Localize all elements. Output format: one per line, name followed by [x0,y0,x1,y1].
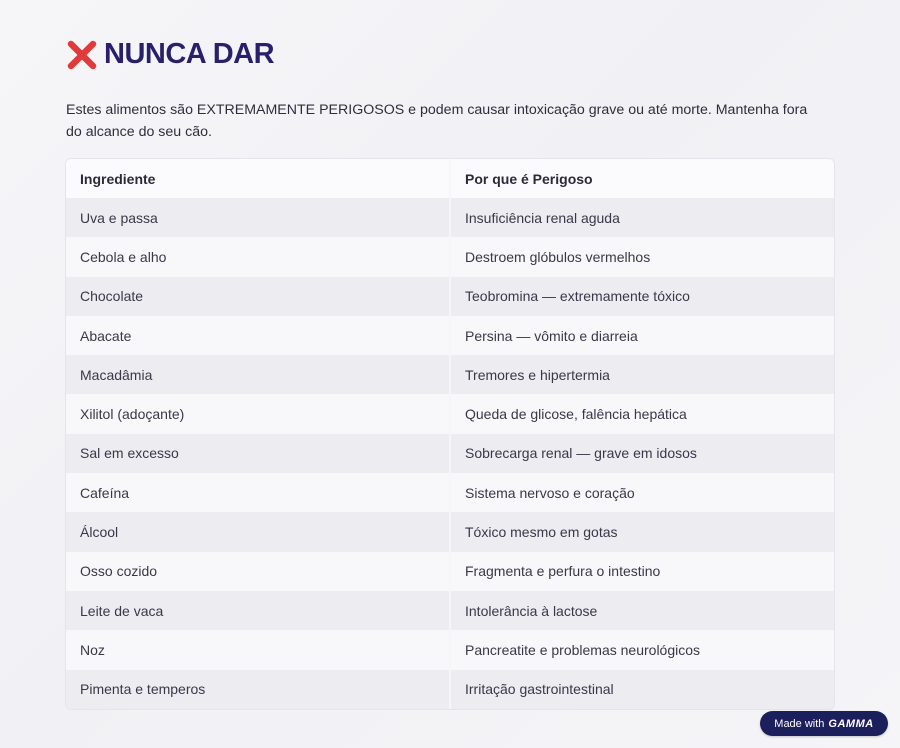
cell-reason: Fragmenta e perfura o intestino [450,552,834,591]
table-row [66,512,834,551]
cell-reason: Destroem glóbulos vermelhos [450,237,834,276]
table-row [66,670,834,709]
danger-table [65,158,835,710]
cell-ingredient: Sal em excesso [66,434,450,473]
table-row [66,277,834,316]
cell-ingredient: Osso cozido [66,552,450,591]
column-header-ingredient: Ingrediente [66,159,450,198]
table-row [66,198,834,237]
cell-reason: Sobrecarga renal — grave em idosos [450,434,834,473]
cell-ingredient: Cafeína [66,473,450,512]
table-row [66,355,834,394]
badge-prefix: Made with [774,717,825,730]
cell-reason: Tóxico mesmo em gotas [450,512,834,551]
column-header-reason: Por que é Perigoso [450,159,834,198]
cell-ingredient: Álcool [66,512,450,551]
cell-ingredient: Leite de vaca [66,591,450,630]
cell-ingredient: Pimenta e temperos [66,670,450,709]
cell-reason: Teobromina — extremamente tóxico [450,277,834,316]
cell-reason: Insuficiência renal aguda [450,198,834,237]
cell-ingredient: Cebola e alho [66,237,450,276]
intro-text: Estes alimentos são EXTREMAMENTE PERIGOSOS e podem causar intoxicação grave ou até morte. Mantenha fora do alcance do seu cão. [66,102,808,140]
table-row [66,473,834,512]
cell-ingredient: Macadâmia [66,355,450,394]
table-row [66,316,834,355]
gamma-logo: GAMMA [828,717,874,730]
cell-reason: Irritação gastrointestinal [450,670,834,709]
made-with-gamma-badge[interactable] [760,711,888,736]
page-title: NUNCA DAR [104,38,275,70]
cell-reason: Sistema nervoso e coração [450,473,834,512]
cell-reason: Intolerância à lactose [450,591,834,630]
cell-reason: Pancreatite e problemas neurológicos [450,630,834,669]
cell-ingredient: Chocolate [66,277,450,316]
title-row [66,38,274,71]
table-row [66,591,834,630]
table-row [66,552,834,591]
table-row [66,394,834,433]
table-header-row [66,159,834,198]
table-row [66,434,834,473]
cross-mark-icon [66,39,98,71]
cell-ingredient: Abacate [66,316,450,355]
table-row [66,630,834,669]
table-row [66,237,834,276]
cell-reason: Tremores e hipertermia [450,355,834,394]
cell-ingredient: Uva e passa [66,198,450,237]
cell-reason: Queda de glicose, falência hepática [450,394,834,433]
cell-ingredient: Noz [66,630,450,669]
cell-ingredient: Xilitol (adoçante) [66,394,450,433]
cell-reason: Persina — vômito e diarreia [450,316,834,355]
